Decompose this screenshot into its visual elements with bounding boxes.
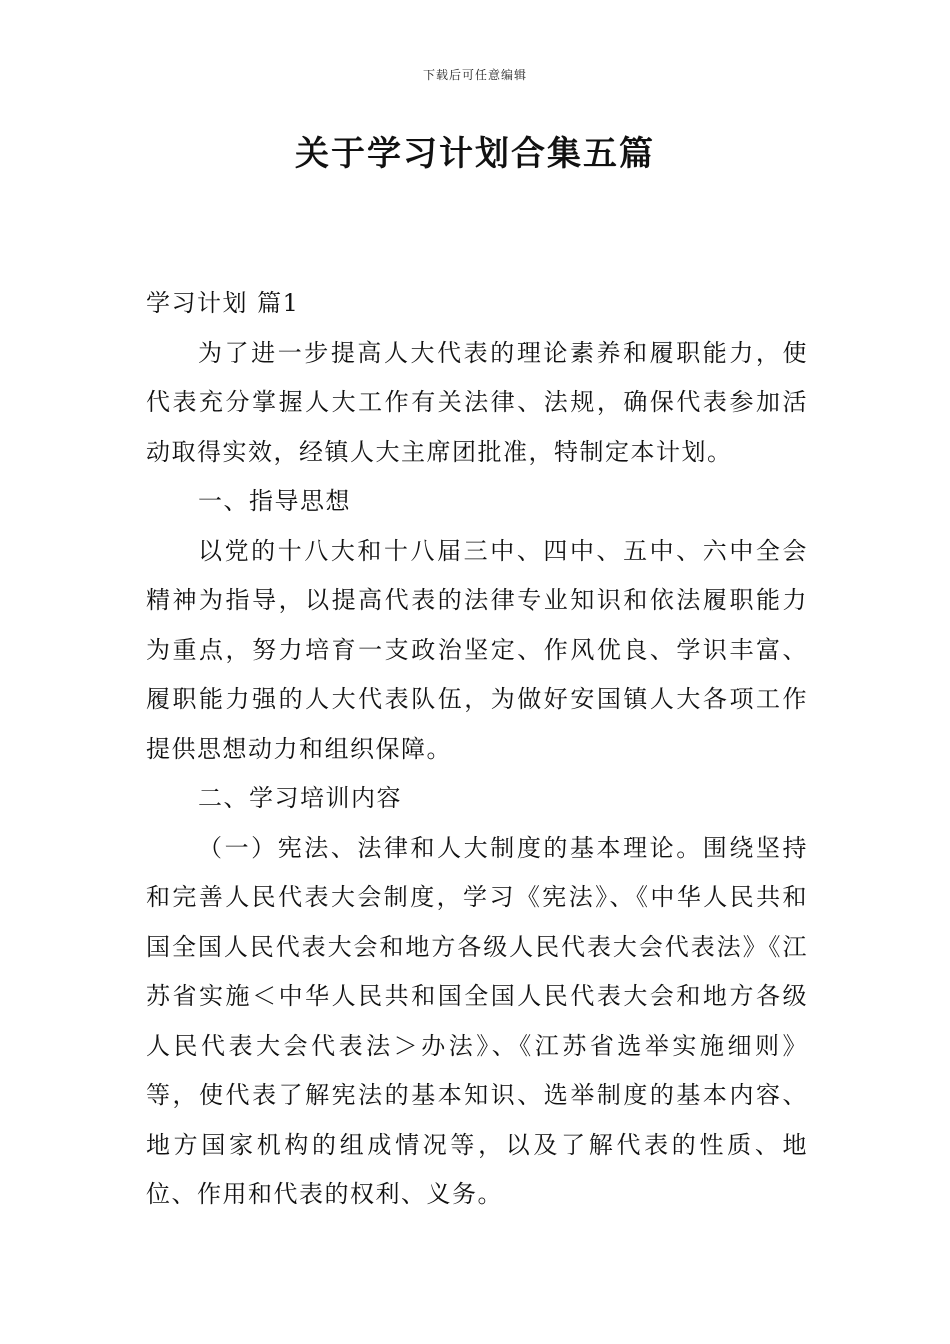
document-title: 关于学习计划合集五篇 [295,134,655,174]
heading-guiding-thought: 一、指导思想 [198,487,351,515]
guiding-thought-paragraph: 以党的十八大和十八届三中、四中、五中、六中全会精神为指导，以提高代表的法律专业知识和依法履职能力为重点，努力培育一支政治坚定、作风优良、学识丰富、履职能力强的人大代表队伍，为做好安国镇人大各项工作提供思想动力和组织保障。 [146,536,808,763]
intro-paragraph: 为了进一步提高人大代表的理论素养和履职能力，使代表充分掌握人大工作有关法律、法规，确保代表参加活动取得实效，经镇人大主席团批准，特制定本计划。 [146,338,808,466]
heading-training-content: 二、学习培训内容 [198,784,402,812]
training-item-1-paragraph: （一）宪法、法律和人大制度的基本理论。围绕坚持和完善人民代表大会制度，学习《宪法》、《中华人民共和国全国人民代表大会和地方各级人民代表大会代表法》《江苏省实施＜中华人民共和国全国人民代表大会和地方各级人民代表大会代表法＞办法》、《江苏省选举实施细则》等，使代表了解宪法的基本知识、选举制度的基本内容、地方国家机构的组成情况等，以及了解代表的性质、地位、作用和代表的权利、义务。 [146,833,808,1208]
header-note: 下载后可任意编辑 [422,68,527,82]
section-label: 学习计划 篇1 [146,289,300,317]
document-body [146,279,808,1220]
